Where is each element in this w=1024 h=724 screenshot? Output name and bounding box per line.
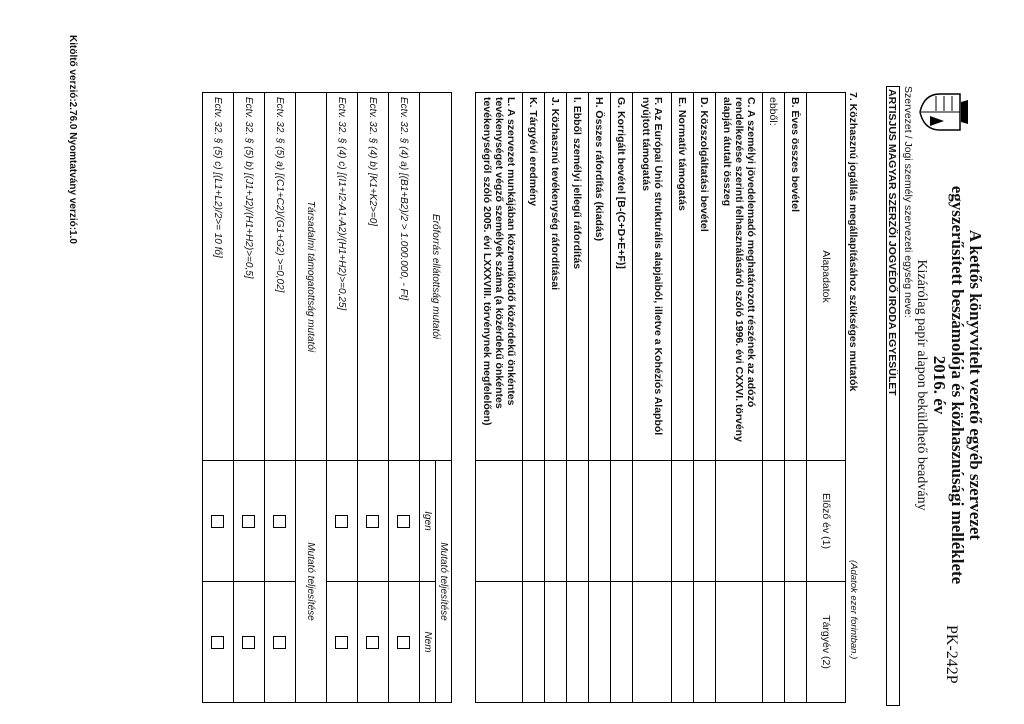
current-year-cell (785, 582, 807, 703)
previous-year-cell (476, 461, 523, 582)
yes-checkbox[interactable] (367, 515, 380, 528)
no-cell (203, 582, 234, 703)
table-row (545, 93, 567, 703)
previous-year-cell (763, 461, 785, 582)
table-row (785, 93, 807, 703)
previous-year-cell (694, 461, 716, 582)
indicator-label: Ectv. 32. § (4) c) [(I1+I2-A1-A2)/(H1+H2)>=0,25] (327, 93, 358, 461)
row-label: C. A személyi jövedelemadó meghatározott részének az adózó rendelkezése szerinti felhasználásáról szóló 1996. évi CXXVI. törvény alapján átutalt összeg (716, 93, 763, 461)
row-label: B. Éves összes bevétel (785, 93, 807, 461)
table-row (265, 93, 296, 703)
form-title-line2: egyszerűsített beszámolója és közhasznúsági melléklete (948, 185, 967, 585)
version-footer: Kitöltő verzió:2.76.0 Nyomtatvány verzió:1.0 (67, 35, 78, 244)
row-label: I. Ebből személyi jellegű ráfordítás (567, 93, 589, 461)
section-title: 7. Közhasznú jogállás megállapításához szükséges mutatók (847, 92, 859, 392)
row-label: H. Összes ráfordítás (kiadás) (589, 93, 611, 461)
row-label: F. Az Európai Unió strukturális alapjaiból, illetve a Kohéziós Alapból nyújtott támogatás (633, 93, 672, 461)
form-title-line1: A kettős könyvvitelt vezető egyéb szervezet (966, 229, 985, 541)
current-year-cell (611, 582, 633, 703)
table-row (694, 93, 716, 703)
current-year-cell (545, 582, 567, 703)
form-code: PK-242P (943, 625, 960, 684)
table-row (358, 93, 389, 703)
social-header-row (296, 93, 327, 703)
current-year-cell (672, 582, 694, 703)
form-subtitle: Kizárólag papír alapon beküldhető beadvány (914, 259, 929, 511)
table-row (234, 93, 265, 703)
previous-year-cell (545, 461, 567, 582)
indicator-label: Ectv. 32. § (5) a) [(C1+C2)/(G1+G2) >=0,02] (265, 93, 296, 461)
no-cell (234, 582, 265, 703)
table-row (672, 93, 694, 703)
table-row (523, 93, 545, 703)
resource-header-row (436, 93, 452, 703)
row-label: E. Normatív támogatás (672, 93, 694, 461)
table-row (389, 93, 420, 703)
table-row (716, 93, 763, 703)
yes-checkbox[interactable] (274, 515, 287, 528)
indicator-label: Ectv. 32. § (5) c) [(L1+L2)/2>= 10 fő] (203, 93, 234, 461)
yes-checkbox[interactable] (212, 515, 225, 528)
previous-year-cell (589, 461, 611, 582)
yes-checkbox[interactable] (398, 515, 411, 528)
current-year-cell (567, 582, 589, 703)
current-year-cell (523, 582, 545, 703)
no-checkbox[interactable] (398, 636, 411, 649)
no-checkbox[interactable] (274, 636, 287, 649)
table-row (327, 93, 358, 703)
row-label: L. A szervezet munkájában közreműködő közérdekű önkéntes tevékenységet végző személyek száma (a közérdekű önkéntes tevékenységről szóló 2005. évi LXXXVIII. törvénynek megfelelően) (476, 93, 523, 461)
no-cell (389, 582, 420, 703)
previous-year-cell (716, 461, 763, 582)
indicator-label: Ectv. 32. § (4) a) [(B1+B2)/2 > 1.000.000, - Ft] (389, 93, 420, 461)
no-header: Nem (420, 582, 436, 703)
table-row (589, 93, 611, 703)
row-label: ebből: (763, 93, 785, 461)
social-indicators-header: Társadalmi támogatottság mutatói (296, 93, 327, 461)
no-cell (358, 582, 389, 703)
yes-header: Igen (420, 461, 436, 582)
current-year-cell (589, 582, 611, 703)
indicator-label: Ectv. 32. § (5) b) [(J1+J2)/(H1+H2)>=0,5] (234, 93, 265, 461)
table-row (476, 93, 523, 703)
table-header-row (807, 93, 846, 703)
table-row (611, 93, 633, 703)
form-titles (912, 150, 984, 620)
section-note: (Adatok ezer forintban.) (848, 560, 859, 660)
yes-cell (203, 461, 234, 582)
fulfillment-header: Mutató teljesítése (296, 461, 327, 703)
form-year: 2016. év (930, 355, 949, 415)
no-cell (327, 582, 358, 703)
yes-cell (389, 461, 420, 582)
org-label: Szervezet / Jogi személy szervezeti egység neve: (902, 86, 914, 318)
table-row (203, 93, 234, 703)
yes-cell (327, 461, 358, 582)
header-current-year: Tárgyév (2) (807, 582, 846, 703)
table-row (633, 93, 672, 703)
current-year-cell (716, 582, 763, 703)
indicator-label: Ectv. 32. § (4) b) [K1+K2>=0] (358, 93, 389, 461)
yes-checkbox[interactable] (243, 515, 256, 528)
org-name-field: ARTISJUS MAGYAR SZERZŐI JOGVÉDŐ IRODA EGYESÜLET (886, 86, 900, 706)
resource-indicators-header: Erőforrás ellátottság mutatói (420, 93, 452, 461)
row-label: K. Tárgyévi eredmény (523, 93, 545, 461)
yes-cell (234, 461, 265, 582)
no-cell (265, 582, 296, 703)
yes-cell (265, 461, 296, 582)
no-checkbox[interactable] (336, 636, 349, 649)
header-previous-year: Előző év (1) (807, 461, 846, 582)
fulfillment-header: Mutató teljesítése (436, 461, 452, 703)
row-label: D. Közszolgáltatási bevétel (694, 93, 716, 461)
previous-year-cell (567, 461, 589, 582)
indicators-table (202, 92, 452, 703)
table-row (567, 93, 589, 703)
table-row (763, 93, 785, 703)
current-year-cell (476, 582, 523, 703)
previous-year-cell (633, 461, 672, 582)
no-checkbox[interactable] (243, 636, 256, 649)
previous-year-cell (523, 461, 545, 582)
current-year-cell (763, 582, 785, 703)
current-year-cell (633, 582, 672, 703)
no-checkbox[interactable] (212, 636, 225, 649)
coat-of-arms-icon (918, 86, 970, 138)
header-basic-data: Alapadatok (807, 93, 846, 461)
row-label: J. Közhasznú tevékenység ráfordításai (545, 93, 567, 461)
previous-year-cell (785, 461, 807, 582)
previous-year-cell (672, 461, 694, 582)
no-checkbox[interactable] (367, 636, 380, 649)
previous-year-cell (611, 461, 633, 582)
yes-checkbox[interactable] (336, 515, 349, 528)
current-year-cell (694, 582, 716, 703)
row-label: G. Korrigált bevétel [B-(C+D+E+F)] (611, 93, 633, 461)
yes-cell (358, 461, 389, 582)
basic-data-table (475, 92, 846, 703)
